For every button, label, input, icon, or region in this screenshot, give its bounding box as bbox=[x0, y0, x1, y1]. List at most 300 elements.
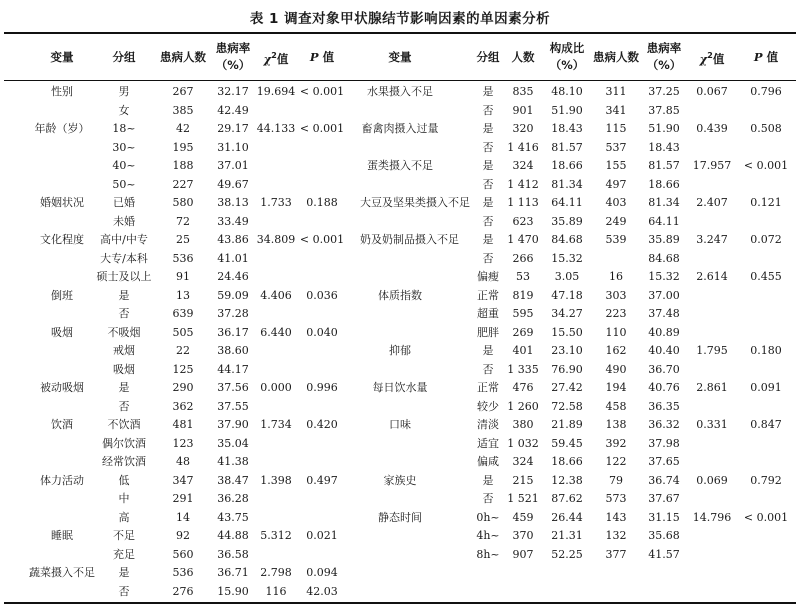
right-cell-5: 37.65 bbox=[648, 455, 680, 468]
header-rule bbox=[4, 80, 796, 81]
right-cell-0: 每日饮水量 bbox=[372, 381, 428, 394]
left-cell-2: 91 bbox=[176, 270, 190, 283]
table-row bbox=[0, 416, 800, 435]
left-cell-1: 否 bbox=[118, 399, 130, 413]
left-cell-1: 偶尔饮酒 bbox=[102, 436, 146, 450]
right-cell-1: 否 bbox=[482, 214, 494, 228]
left-cell-2: 291 bbox=[172, 492, 194, 505]
right-cell-5: 37.00 bbox=[648, 288, 680, 302]
left-cell-4: 116 bbox=[265, 584, 287, 598]
right-cell-7: 0.072 bbox=[750, 233, 782, 246]
right-cell-0: 蛋类摄入不足 bbox=[367, 159, 433, 172]
right-cell-5: 37.25 bbox=[648, 85, 680, 98]
right-cell-1: 否 bbox=[482, 103, 494, 117]
right-cell-5: 81.34 bbox=[648, 196, 680, 209]
right-cell-0: 体质指数 bbox=[378, 288, 422, 302]
left-cell-1: 30~ bbox=[112, 140, 136, 154]
right-cell-1: 是 bbox=[482, 233, 494, 246]
right-cell-4: 138 bbox=[605, 418, 627, 431]
left-cell-1: 是 bbox=[118, 288, 130, 302]
left-cell-5: 0.094 bbox=[306, 566, 338, 579]
right-cell-4: 16 bbox=[609, 270, 623, 283]
table-row bbox=[0, 120, 800, 139]
right-cell-3: 84.68 bbox=[551, 233, 583, 246]
left-cell-4: 2.798 bbox=[260, 566, 292, 579]
right-cell-0: 水果摄入不足 bbox=[367, 85, 433, 98]
left-cell-3: 37.55 bbox=[217, 399, 249, 413]
table-row bbox=[0, 102, 800, 121]
table-row bbox=[0, 176, 800, 195]
right-cell-4: 458 bbox=[605, 399, 627, 413]
bottom-rule bbox=[4, 602, 796, 604]
right-cell-0: 家族史 bbox=[383, 473, 417, 487]
left-cell-1: 否 bbox=[118, 307, 130, 320]
right-cell-3: 21.89 bbox=[551, 418, 583, 431]
right-cell-6: 0.439 bbox=[696, 122, 728, 135]
right-cell-2: 324 bbox=[512, 159, 534, 172]
left-cell-4: 5.312 bbox=[260, 529, 292, 542]
left-cell-2: 362 bbox=[172, 399, 194, 413]
table-row bbox=[0, 379, 800, 398]
right-cell-3: 47.18 bbox=[551, 288, 583, 302]
left-cell-2: 123 bbox=[172, 436, 194, 450]
left-cell-3: 38.13 bbox=[217, 196, 249, 209]
left-cell-3: 44.88 bbox=[217, 529, 249, 542]
left-cell-3: 37.01 bbox=[217, 159, 249, 172]
right-cell-3: 34.27 bbox=[551, 307, 583, 320]
left-cell-3: 37.90 bbox=[217, 418, 249, 431]
right-cell-3: 48.10 bbox=[551, 85, 583, 98]
left-cell-4: 1.733 bbox=[260, 196, 292, 209]
right-cell-2: 1 521 bbox=[507, 492, 539, 505]
header-left-1: 分组 bbox=[112, 49, 136, 64]
left-cell-2: 195 bbox=[172, 140, 194, 154]
right-cell-1: 较少 bbox=[477, 399, 499, 413]
left-cell-3: 37.56 bbox=[217, 381, 249, 394]
right-cell-0: 静态时间 bbox=[378, 510, 422, 524]
right-cell-4: 392 bbox=[605, 436, 627, 450]
right-cell-3: 87.62 bbox=[551, 492, 583, 505]
left-cell-1: 不饮酒 bbox=[107, 418, 141, 431]
right-cell-4: 490 bbox=[605, 362, 627, 376]
right-cell-5: 15.32 bbox=[648, 270, 680, 283]
right-cell-6: 2.614 bbox=[696, 270, 728, 283]
left-cell-2: 125 bbox=[172, 362, 194, 376]
right-cell-3: 18.43 bbox=[551, 122, 583, 135]
left-cell-2: 14 bbox=[176, 510, 190, 524]
left-cell-4: 1.734 bbox=[260, 418, 292, 431]
right-cell-1: 偏咸 bbox=[477, 455, 499, 468]
right-cell-2: 380 bbox=[512, 418, 534, 431]
left-cell-0: 婚姻状况 bbox=[40, 196, 84, 209]
left-cell-4: 1.398 bbox=[260, 473, 292, 487]
right-cell-3: 27.42 bbox=[551, 381, 583, 394]
left-cell-3: 32.17 bbox=[217, 85, 249, 98]
left-cell-2: 22 bbox=[176, 344, 190, 357]
right-cell-7: 0.847 bbox=[750, 418, 782, 431]
right-cell-2: 320 bbox=[512, 122, 534, 135]
right-cell-1: 8h~ bbox=[476, 547, 500, 561]
left-cell-1: 已婚 bbox=[113, 196, 135, 209]
left-cell-5: 0.497 bbox=[306, 473, 338, 487]
left-cell-0: 倒班 bbox=[51, 288, 73, 302]
table-row bbox=[0, 139, 800, 158]
right-cell-3: 81.57 bbox=[551, 140, 583, 154]
left-cell-4: 0.000 bbox=[260, 381, 292, 394]
left-cell-3: 43.86 bbox=[217, 233, 249, 246]
left-cell-0: 蔬菜摄入不足 bbox=[29, 566, 95, 579]
left-cell-2: 13 bbox=[176, 288, 190, 302]
right-cell-2: 324 bbox=[512, 455, 534, 468]
right-cell-2: 623 bbox=[512, 214, 534, 228]
right-cell-5: 18.66 bbox=[648, 177, 680, 191]
left-cell-3: 36.17 bbox=[217, 325, 249, 339]
right-cell-5: 35.68 bbox=[648, 529, 680, 542]
left-cell-1: 吸烟 bbox=[113, 362, 135, 376]
right-cell-4: 303 bbox=[605, 288, 627, 302]
left-cell-3: 37.28 bbox=[217, 307, 249, 320]
left-cell-0: 年龄（岁） bbox=[34, 122, 90, 135]
left-cell-1: 高 bbox=[118, 510, 130, 524]
right-cell-3: 12.38 bbox=[551, 473, 583, 487]
table-row bbox=[0, 453, 800, 472]
top-rule bbox=[4, 32, 796, 34]
left-cell-3: 42.49 bbox=[217, 103, 249, 117]
right-cell-5: 81.57 bbox=[648, 159, 680, 172]
table-row bbox=[0, 324, 800, 343]
left-cell-1: 不吸烟 bbox=[107, 325, 141, 339]
right-cell-1: 是 bbox=[482, 473, 494, 487]
right-cell-2: 595 bbox=[512, 307, 534, 320]
left-cell-1: 大专/本科 bbox=[100, 251, 148, 265]
right-cell-4: 122 bbox=[605, 455, 627, 468]
left-cell-2: 267 bbox=[172, 85, 194, 98]
right-cell-0: 畜禽肉摄入过量 bbox=[361, 122, 439, 135]
right-cell-2: 907 bbox=[512, 547, 534, 561]
header-left-0: 变量 bbox=[50, 49, 74, 64]
table-row bbox=[0, 287, 800, 306]
right-cell-1: 是 bbox=[482, 159, 494, 172]
table-title: 表 1 调查对象甲状腺结节影响因素的单因素分析 bbox=[249, 11, 551, 27]
left-cell-1: 40~ bbox=[112, 159, 136, 172]
right-cell-7: < 0.001 bbox=[743, 510, 789, 524]
right-cell-0: 大豆及坚果类摄入不足 bbox=[360, 196, 470, 209]
right-cell-5: 37.48 bbox=[648, 307, 680, 320]
table-row bbox=[0, 583, 800, 602]
right-cell-4: 155 bbox=[605, 159, 627, 172]
left-cell-3: 36.71 bbox=[217, 566, 249, 579]
right-cell-5: 37.85 bbox=[648, 103, 680, 117]
right-cell-2: 401 bbox=[512, 344, 534, 357]
right-cell-4: 115 bbox=[605, 122, 627, 135]
left-cell-2: 536 bbox=[172, 251, 194, 265]
right-cell-7: 0.180 bbox=[750, 344, 782, 357]
left-cell-5: 0.996 bbox=[306, 381, 338, 394]
right-cell-3: 15.50 bbox=[551, 325, 583, 339]
right-cell-5: 51.90 bbox=[648, 122, 680, 135]
left-cell-2: 188 bbox=[172, 159, 194, 172]
left-cell-1: 硕士及以上 bbox=[96, 270, 152, 283]
left-cell-3: 38.47 bbox=[217, 473, 249, 487]
right-cell-1: 否 bbox=[482, 492, 494, 505]
left-cell-1: 戒烟 bbox=[113, 344, 135, 357]
left-cell-3: 15.90 bbox=[217, 584, 249, 598]
left-cell-2: 48 bbox=[176, 455, 190, 468]
left-cell-2: 536 bbox=[172, 566, 194, 579]
table-row bbox=[0, 194, 800, 213]
left-cell-2: 385 bbox=[172, 103, 194, 117]
right-cell-5: 84.68 bbox=[648, 251, 680, 265]
right-cell-2: 269 bbox=[512, 325, 534, 339]
right-cell-1: 否 bbox=[482, 362, 494, 376]
right-cell-5: 35.89 bbox=[648, 233, 680, 246]
right-cell-5: 36.74 bbox=[648, 473, 680, 487]
left-cell-5: 42.03 bbox=[306, 584, 338, 598]
right-cell-5: 41.57 bbox=[648, 547, 680, 561]
right-cell-3: 72.58 bbox=[551, 399, 583, 413]
left-cell-1: 不足 bbox=[113, 529, 135, 542]
right-cell-6: 0.331 bbox=[696, 418, 728, 431]
right-cell-0: 抑郁 bbox=[389, 344, 411, 357]
left-cell-1: 否 bbox=[118, 584, 130, 598]
right-cell-1: 是 bbox=[482, 122, 494, 135]
right-cell-2: 1 335 bbox=[507, 362, 539, 376]
left-cell-2: 92 bbox=[176, 529, 190, 542]
left-cell-1: 女 bbox=[118, 103, 130, 117]
right-cell-2: 819 bbox=[512, 288, 534, 302]
right-cell-1: 超重 bbox=[477, 307, 499, 320]
table-row bbox=[0, 83, 800, 102]
table-row bbox=[0, 490, 800, 509]
table-row bbox=[0, 231, 800, 250]
header-right-0: 变量 bbox=[388, 49, 412, 64]
left-cell-0: 饮酒 bbox=[51, 418, 73, 431]
table-body bbox=[0, 83, 800, 601]
table-row bbox=[0, 398, 800, 417]
right-cell-3: 81.34 bbox=[551, 177, 583, 191]
right-cell-1: 是 bbox=[482, 85, 494, 98]
left-cell-1: 经常饮酒 bbox=[102, 455, 146, 468]
header-right-7: P 值 bbox=[753, 49, 779, 64]
right-cell-2: 215 bbox=[512, 473, 534, 487]
left-cell-5: 0.040 bbox=[306, 325, 338, 339]
left-cell-1: 18~ bbox=[112, 122, 136, 135]
right-cell-5: 40.40 bbox=[648, 344, 680, 357]
left-cell-5: 0.021 bbox=[306, 529, 338, 542]
left-cell-3: 44.17 bbox=[217, 362, 249, 376]
left-cell-2: 481 bbox=[172, 418, 194, 431]
right-cell-2: 1 470 bbox=[507, 233, 539, 246]
left-cell-5: < 0.001 bbox=[299, 122, 345, 135]
right-cell-4: 403 bbox=[605, 196, 627, 209]
table-row bbox=[0, 361, 800, 380]
right-cell-3: 15.32 bbox=[551, 251, 583, 265]
left-cell-3: 29.17 bbox=[217, 122, 249, 135]
left-cell-5: 0.420 bbox=[306, 418, 338, 431]
right-cell-1: 正常 bbox=[477, 381, 499, 394]
header-right-1: 分组 bbox=[476, 49, 500, 64]
left-cell-3: 24.46 bbox=[217, 270, 249, 283]
left-cell-4: 44.133 bbox=[256, 122, 296, 135]
right-cell-3: 3.05 bbox=[554, 270, 580, 283]
right-cell-6: 0.069 bbox=[696, 473, 728, 487]
left-cell-5: 0.036 bbox=[306, 288, 338, 302]
table-row bbox=[0, 435, 800, 454]
right-cell-1: 4h~ bbox=[476, 529, 500, 542]
left-cell-2: 639 bbox=[172, 307, 194, 320]
right-cell-2: 459 bbox=[512, 510, 534, 524]
left-cell-5: < 0.001 bbox=[299, 85, 345, 98]
left-cell-3: 33.49 bbox=[217, 214, 249, 228]
right-cell-2: 1 412 bbox=[507, 177, 539, 191]
right-cell-3: 64.11 bbox=[551, 196, 583, 209]
left-cell-2: 227 bbox=[172, 177, 194, 191]
left-cell-0: 被动吸烟 bbox=[40, 381, 84, 394]
table-row bbox=[0, 305, 800, 324]
right-cell-5: 37.67 bbox=[648, 492, 680, 505]
right-cell-2: 53 bbox=[516, 270, 530, 283]
left-cell-1: 50~ bbox=[112, 177, 136, 191]
right-cell-6: 2.407 bbox=[696, 196, 728, 209]
left-cell-3: 36.58 bbox=[217, 547, 249, 561]
right-cell-5: 31.15 bbox=[648, 510, 680, 524]
right-cell-6: 3.247 bbox=[696, 233, 728, 246]
header-right-6: $\chi^2$值 bbox=[699, 50, 725, 66]
table-row bbox=[0, 527, 800, 546]
header-right-2: 人数 bbox=[511, 49, 535, 64]
left-cell-0: 睡眠 bbox=[51, 529, 73, 542]
right-cell-3: 51.90 bbox=[551, 103, 583, 117]
right-cell-2: 266 bbox=[512, 251, 534, 265]
table-row bbox=[0, 268, 800, 287]
right-cell-3: 21.31 bbox=[551, 529, 583, 542]
table-row bbox=[0, 472, 800, 491]
right-cell-2: 476 bbox=[512, 381, 534, 394]
left-cell-3: 41.38 bbox=[217, 455, 249, 468]
right-cell-2: 1 260 bbox=[507, 399, 539, 413]
right-cell-0: 口味 bbox=[389, 418, 411, 431]
table-row bbox=[0, 250, 800, 269]
right-cell-7: < 0.001 bbox=[743, 159, 789, 172]
left-cell-1: 未婚 bbox=[113, 214, 135, 228]
right-cell-4: 223 bbox=[605, 307, 627, 320]
right-cell-7: 0.091 bbox=[750, 381, 782, 394]
right-cell-4: 143 bbox=[605, 510, 627, 524]
right-cell-5: 40.89 bbox=[648, 325, 680, 339]
table-row bbox=[0, 546, 800, 565]
right-cell-3: 26.44 bbox=[551, 510, 583, 524]
right-cell-3: 18.66 bbox=[551, 159, 583, 172]
right-cell-7: 0.792 bbox=[750, 473, 782, 487]
left-cell-2: 290 bbox=[172, 381, 194, 394]
header-right-3: 构成比 （%） bbox=[549, 41, 585, 72]
right-cell-4: 497 bbox=[605, 177, 627, 191]
right-cell-3: 35.89 bbox=[551, 214, 583, 228]
right-cell-1: 偏瘦 bbox=[477, 270, 499, 283]
header-left-2: 患病人数 bbox=[160, 49, 206, 64]
right-cell-4: 537 bbox=[605, 140, 627, 154]
table-row bbox=[0, 157, 800, 176]
right-cell-0: 奶及奶制品摄入不足 bbox=[360, 233, 459, 246]
right-cell-7: 0.508 bbox=[750, 122, 782, 135]
right-cell-4: 132 bbox=[605, 529, 627, 542]
left-cell-4: 4.406 bbox=[260, 288, 292, 302]
right-cell-1: 是 bbox=[482, 344, 494, 357]
right-cell-2: 835 bbox=[512, 85, 534, 98]
right-cell-2: 1 032 bbox=[507, 436, 539, 450]
right-cell-4: 573 bbox=[605, 492, 627, 505]
right-cell-3: 59.45 bbox=[551, 436, 583, 450]
left-cell-3: 35.04 bbox=[217, 436, 249, 450]
right-cell-6: 1.795 bbox=[696, 344, 728, 357]
left-cell-3: 41.01 bbox=[217, 251, 249, 265]
right-cell-5: 40.76 bbox=[648, 381, 680, 394]
left-cell-2: 560 bbox=[172, 547, 194, 561]
right-cell-4: 311 bbox=[605, 85, 627, 98]
header-right-5: 患病率 （%） bbox=[646, 41, 682, 72]
left-cell-3: 43.75 bbox=[217, 510, 249, 524]
right-cell-1: 清淡 bbox=[477, 418, 499, 431]
right-cell-3: 18.66 bbox=[551, 455, 583, 468]
right-cell-5: 36.32 bbox=[648, 418, 680, 431]
table-row bbox=[0, 564, 800, 583]
right-cell-7: 0.121 bbox=[750, 196, 782, 209]
right-cell-3: 23.10 bbox=[551, 344, 583, 357]
header-left-3: 患病率 （%） bbox=[215, 41, 251, 72]
left-cell-1: 高中/中专 bbox=[100, 233, 148, 246]
right-cell-2: 1 416 bbox=[507, 140, 539, 154]
left-cell-1: 男 bbox=[118, 85, 130, 98]
right-cell-1: 否 bbox=[482, 140, 494, 154]
left-cell-1: 是 bbox=[118, 566, 130, 579]
header-left-4: $\chi^2$值 bbox=[263, 50, 289, 66]
left-cell-2: 72 bbox=[176, 214, 190, 228]
right-cell-1: 否 bbox=[482, 251, 494, 265]
table-row bbox=[0, 509, 800, 528]
left-cell-3: 38.60 bbox=[217, 344, 249, 357]
right-cell-4: 249 bbox=[605, 214, 627, 228]
left-cell-1: 是 bbox=[118, 381, 130, 394]
right-cell-5: 64.11 bbox=[648, 214, 680, 228]
left-cell-1: 充足 bbox=[113, 547, 135, 561]
right-cell-1: 肥胖 bbox=[477, 325, 499, 339]
left-cell-2: 276 bbox=[172, 584, 194, 598]
right-cell-6: 14.796 bbox=[692, 510, 732, 524]
right-cell-5: 36.35 bbox=[648, 399, 680, 413]
right-cell-6: 2.861 bbox=[696, 381, 728, 394]
right-cell-6: 0.067 bbox=[696, 85, 728, 98]
right-cell-3: 76.90 bbox=[551, 362, 583, 376]
table-row bbox=[0, 213, 800, 232]
table-row bbox=[0, 342, 800, 361]
left-cell-3: 36.28 bbox=[217, 492, 249, 505]
right-cell-4: 341 bbox=[605, 103, 627, 117]
left-cell-5: < 0.001 bbox=[299, 233, 345, 246]
right-cell-4: 194 bbox=[605, 381, 627, 394]
left-cell-3: 31.10 bbox=[217, 140, 249, 154]
right-cell-5: 36.70 bbox=[648, 362, 680, 376]
right-cell-1: 正常 bbox=[477, 288, 499, 302]
right-cell-7: 0.455 bbox=[750, 270, 782, 283]
left-cell-2: 42 bbox=[176, 122, 190, 135]
right-cell-4: 377 bbox=[605, 547, 627, 561]
right-cell-5: 37.98 bbox=[648, 436, 680, 450]
right-cell-1: 适宜 bbox=[477, 436, 499, 450]
right-cell-1: 0h~ bbox=[476, 510, 500, 524]
left-cell-4: 6.440 bbox=[260, 325, 292, 339]
left-cell-5: 0.188 bbox=[306, 196, 338, 209]
right-cell-4: 110 bbox=[605, 325, 627, 339]
